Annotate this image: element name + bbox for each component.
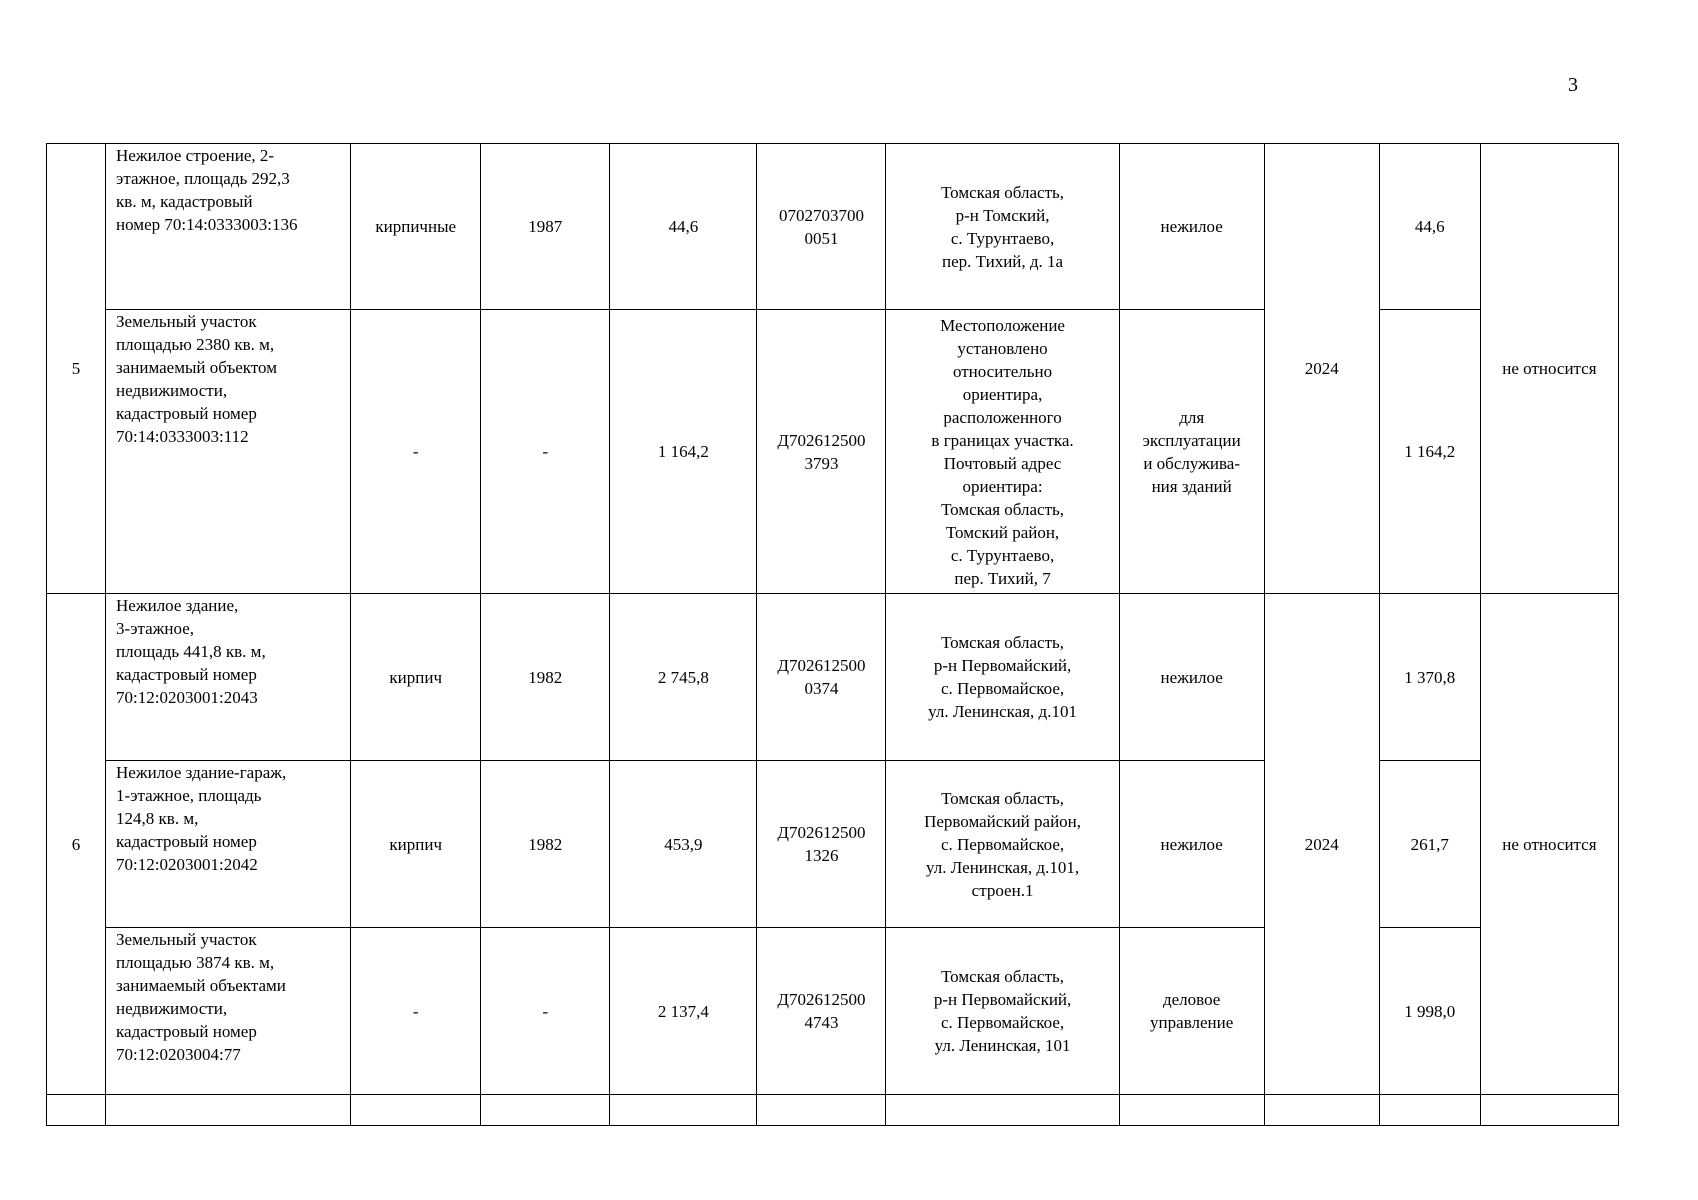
- object-address: Местоположение установлено относительно ориентира, расположенного в границах участка. Почтовый адрес ориентира: Томская область, Томский район, с. Турунтаево, пер. Тихий, 7: [886, 310, 1119, 594]
- object-value: 1 164,2: [610, 310, 757, 594]
- item-number: 5: [47, 144, 106, 594]
- object-amount: 261,7: [1379, 761, 1480, 928]
- wall-material: кирпич: [351, 594, 481, 761]
- object-address: Томская область, Первомайский район, с. Первомайское, ул. Ленинская, д.101, строен.1: [886, 761, 1119, 928]
- object-address: Томская область, р-н Первомайский, с. Первомайское, ул. Ленинская, д.101: [886, 594, 1119, 761]
- registry-code: Д702612500 3793: [757, 310, 886, 594]
- empty-cell: [610, 1095, 757, 1126]
- built-year: -: [481, 310, 610, 594]
- built-year: -: [481, 928, 610, 1095]
- page-number: 3: [1568, 74, 1578, 96]
- table-row: [47, 761, 1619, 928]
- empty-cell: [47, 1095, 106, 1126]
- object-description: Нежилое здание, 3-этажное, площадь 441,8 кв. м, кадастровый номер 70:12:0203001:2043: [106, 594, 351, 761]
- empty-cell: [351, 1095, 481, 1126]
- wall-material: -: [351, 928, 481, 1095]
- object-description: Земельный участок площадью 2380 кв. м, занимаемый объектом недвижимости, кадастровый номер 70:14:0333003:112: [106, 310, 351, 594]
- object-amount: 1 164,2: [1379, 310, 1480, 594]
- wall-material: кирпич: [351, 761, 481, 928]
- object-purpose: деловое управление: [1119, 928, 1264, 1095]
- empty-cell: [1379, 1095, 1480, 1126]
- empty-cell: [1119, 1095, 1264, 1126]
- relation-status: не относится: [1480, 594, 1618, 1095]
- built-year: 1982: [481, 594, 610, 761]
- empty-table-row: [47, 1095, 1619, 1126]
- relation-status: не относится: [1480, 144, 1618, 594]
- plan-year: 2024: [1264, 144, 1379, 594]
- empty-cell: [1264, 1095, 1379, 1126]
- object-amount: 44,6: [1379, 144, 1480, 310]
- object-purpose: нежилое: [1119, 144, 1264, 310]
- built-year: 1982: [481, 761, 610, 928]
- object-address: Томская область, р-н Первомайский, с. Первомайское, ул. Ленинская, 101: [886, 928, 1119, 1095]
- property-registry-table: [46, 143, 1619, 1126]
- table-row: [47, 144, 1619, 310]
- empty-cell: [106, 1095, 351, 1126]
- registry-code: Д702612500 4743: [757, 928, 886, 1095]
- registry-code: Д702612500 1326: [757, 761, 886, 928]
- plan-year: 2024: [1264, 594, 1379, 1095]
- built-year: 1987: [481, 144, 610, 310]
- empty-cell: [886, 1095, 1119, 1126]
- object-purpose: нежилое: [1119, 594, 1264, 761]
- object-amount: 1 370,8: [1379, 594, 1480, 761]
- object-value: 2 137,4: [610, 928, 757, 1095]
- item-number: 6: [47, 594, 106, 1095]
- table-row: [47, 310, 1619, 594]
- wall-material: кирпичные: [351, 144, 481, 310]
- object-purpose: нежилое: [1119, 761, 1264, 928]
- object-value: 44,6: [610, 144, 757, 310]
- object-description: Нежилое здание-гараж, 1-этажное, площадь 124,8 кв. м, кадастровый номер 70:12:0203001:2042: [106, 761, 351, 928]
- object-purpose: для эксплуатации и обслужива- ния зданий: [1119, 310, 1264, 594]
- table-row: [47, 594, 1619, 761]
- empty-cell: [481, 1095, 610, 1126]
- object-description: Нежилое строение, 2- этажное, площадь 292,3 кв. м, кадастровый номер 70:14:0333003:136: [106, 144, 351, 310]
- empty-cell: [757, 1095, 886, 1126]
- registry-code: 0702703700 0051: [757, 144, 886, 310]
- empty-cell: [1480, 1095, 1618, 1126]
- wall-material: -: [351, 310, 481, 594]
- registry-code: Д702612500 0374: [757, 594, 886, 761]
- object-value: 2 745,8: [610, 594, 757, 761]
- object-address: Томская область, р-н Томский, с. Турунтаево, пер. Тихий, д. 1а: [886, 144, 1119, 310]
- object-amount: 1 998,0: [1379, 928, 1480, 1095]
- table-row: [47, 928, 1619, 1095]
- object-value: 453,9: [610, 761, 757, 928]
- object-description: Земельный участок площадью 3874 кв. м, занимаемый объектами недвижимости, кадастровый номер 70:12:0203004:77: [106, 928, 351, 1095]
